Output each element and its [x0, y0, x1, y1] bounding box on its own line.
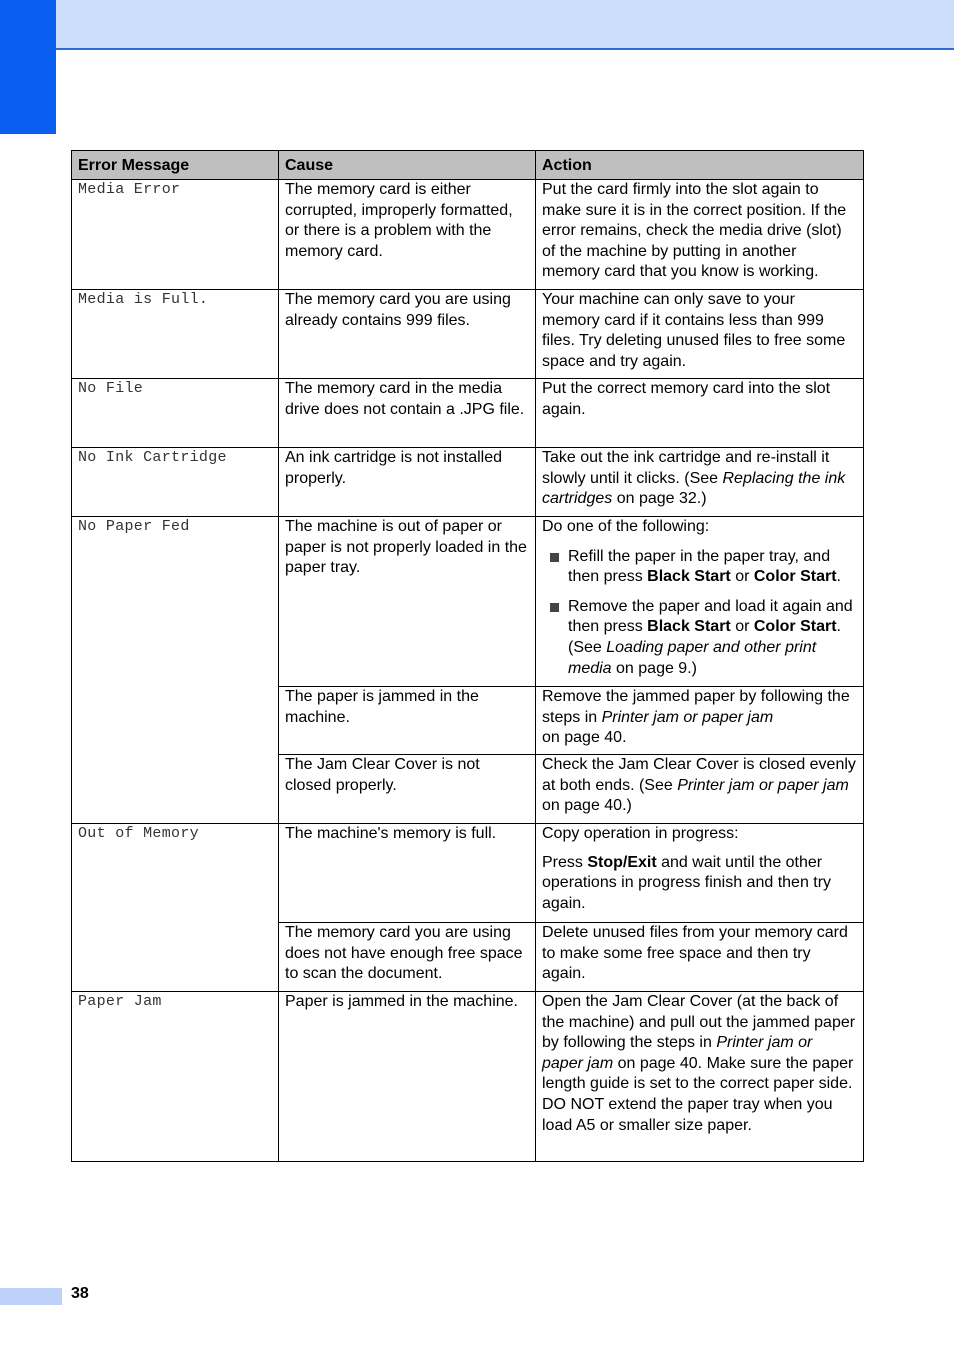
chapter-tab [0, 0, 56, 134]
action-cell: Delete unused files from your memory card to make some free space and then try again. [536, 923, 864, 992]
error-message-cell: Paper Jam [72, 992, 279, 1162]
cause-cell: The memory card is either corrupted, improperly formatted, or there is a problem with the memory card. [279, 180, 536, 290]
action-cell: Check the Jam Clear Cover is closed evenly at both ends. (See Printer jam or paper jam on page 40.) [536, 755, 864, 824]
error-message-cell: No File [72, 379, 279, 448]
action-cell: Open the Jam Clear Cover (at the back of the machine) and pull out the jammed paper by following the steps in Printer jam or paper jam on page 40. Make sure the paper length guide is set to the correct paper side. DO NOT extend the paper tray when you load A5 or smaller size paper. [536, 992, 864, 1162]
header-action: Action [536, 151, 864, 180]
cause-cell: The machine is out of paper or paper is not properly loaded in the paper tray. [279, 517, 536, 687]
action-cell [536, 517, 864, 687]
cause-cell: Paper is jammed in the machine. [279, 992, 536, 1162]
action-intro: Do one of the following: [542, 518, 710, 535]
table-row [72, 290, 864, 379]
cause-cell: An ink cartridge is not installed properly. [279, 448, 536, 517]
table-row [72, 379, 864, 448]
header-error-message: Error Message [72, 151, 279, 180]
action-cell: Put the correct memory card into the slot again. [536, 379, 864, 448]
bullet-item: Refill the paper in the paper tray, and then press Black Start or Color Start. [542, 547, 857, 588]
table-row [72, 517, 864, 687]
action-cell: Take out the ink cartridge and re-install it slowly until it clicks. (See Replacing the ink cartridges on page 32.) [536, 448, 864, 517]
table-header-row [72, 151, 864, 180]
bullet-item: Remove the paper and load it again and then press Black Start or Color Start. (See Loading paper and other print media on page 9.) [542, 597, 857, 679]
table-row [72, 448, 864, 517]
error-message-cell: Media is Full. [72, 290, 279, 379]
action-warning: DO NOT extend the paper tray when you load A5 or smaller size paper. [542, 1095, 833, 1134]
page-number: 38 [71, 1285, 89, 1302]
action-cell: Put the card firmly into the slot again to make sure it is in the correct position. If the error remains, check the media drive (slot) of the machine by putting in another memory card that you know is working. [536, 180, 864, 290]
action-cell [536, 824, 864, 923]
page-number-band [0, 1288, 62, 1305]
header-cause: Cause [279, 151, 536, 180]
reference-link-text: Replacing the ink cartridges [542, 469, 846, 508]
error-message-cell: Media Error [72, 180, 279, 290]
header-band [56, 0, 954, 50]
square-bullet-icon [550, 553, 559, 562]
action-cell: Remove the jammed paper by following the steps in Printer jam or paper jam on page 40. [536, 687, 864, 755]
table-row [72, 992, 864, 1162]
table-row [72, 180, 864, 290]
cause-cell: The memory card you are using does not have enough free space to scan the document. [279, 923, 536, 992]
error-message-cell: No Ink Cartridge [72, 448, 279, 517]
cause-cell: The memory card you are using already contains 999 files. [279, 290, 536, 379]
error-message-cell: Out of Memory [72, 824, 279, 992]
table-row [72, 824, 864, 923]
cause-cell: The paper is jammed in the machine. [279, 687, 536, 755]
action-paragraph: Press Stop/Exit and wait until the other operations in progress finish and then try again. [542, 853, 832, 912]
cause-cell: The memory card in the media drive does not contain a .JPG file. [279, 379, 536, 448]
cause-cell: The machine's memory is full. [279, 824, 536, 923]
cause-cell: The Jam Clear Cover is not closed properly. [279, 755, 536, 824]
error-message-cell: No Paper Fed [72, 517, 279, 824]
action-intro: Copy operation in progress: [542, 825, 739, 842]
error-message-table [71, 150, 864, 1162]
square-bullet-icon [550, 603, 559, 612]
action-cell: Your machine can only save to your memory card if it contains less than 999 files. Try deleting unused files to free some space and try again. [536, 290, 864, 379]
